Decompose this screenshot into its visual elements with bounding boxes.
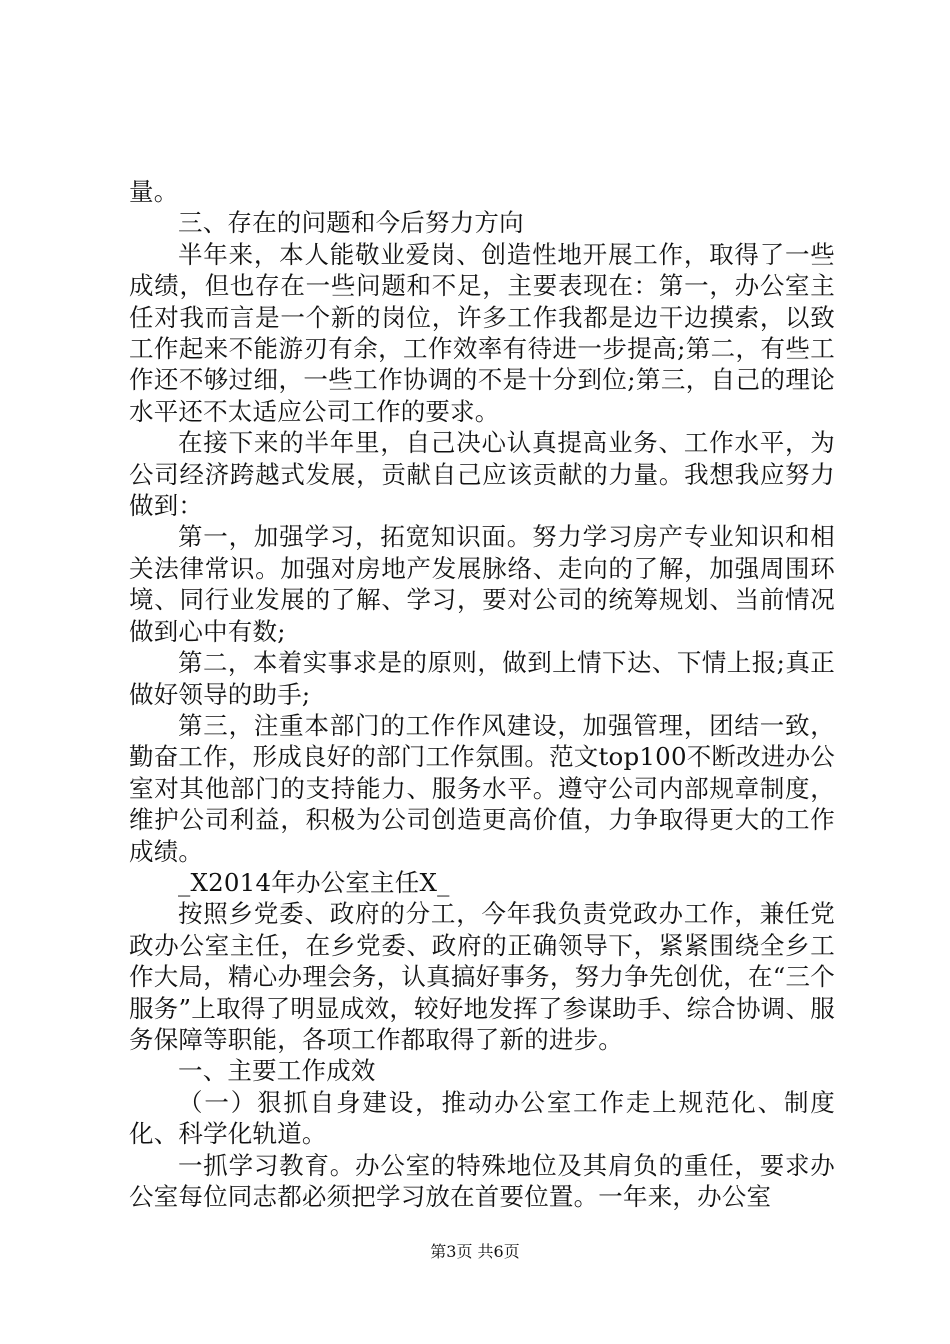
paragraph-7: 第三，注重本部门的工作作风建设，加强管理，团结一致，勤奋工作，形成良好的部门工作氛围。范文top100不断改进办公室对其他部门的支持能力、服务水平。遵守公司内部规章制度，维护公司利益，积极为公司创造更高价值，力争取得更大的工作成绩。 bbox=[129, 710, 835, 866]
paragraph-11: （一）狠抓自身建设，推动办公室工作走上规范化、制度化、科学化轨道。 bbox=[129, 1087, 835, 1149]
paragraph-9: 按照乡党委、政府的分工，今年我负责党政办工作，兼任党政办公室主任，在乡党委、政府的正确领导下，紧紧围绕全乡工作大局，精心办理会务，认真搞好事务，努力争先创优，在“三个服务”上取得了明显成效，较好地发挥了参谋助手、综合协调、服务保障等职能，各项工作都取得了新的进步。 bbox=[129, 899, 835, 1054]
paragraph-1: 量。 bbox=[129, 177, 179, 206]
section-heading-problems: 三、存在的问题和今后努力方向 bbox=[178, 208, 524, 238]
paragraph-12: 一抓学习教育。办公室的特殊地位及其肩负的重任，要求办公室每位同志都必须把学习放在首要位置。一年来，办公室 bbox=[129, 1150, 835, 1211]
document-body bbox=[129, 176, 835, 1212]
paragraph-4: 在接下来的半年里，自己决心认真提高业务、工作水平，为公司经济跨越式发展，贡献自己应该贡献的力量。我想我应努力做到： bbox=[129, 428, 835, 521]
paragraph-3: 半年来，本人能敬业爱岗、创造性地开展工作，取得了一些成绩，但也存在一些问题和不足，主要表现在：第一，办公室主任对我而言是一个新的岗位，许多工作我都是边干边摸索，以致工作起来不能游刃有余，工作效率有待进一步提高;第二，有些工作还不够过细，一些工作协调的不是十分到位;第三，自己的理论水平还不太适应公司工作的要求。 bbox=[129, 239, 835, 426]
document-subtitle: _X2014年办公室主任X_ bbox=[178, 867, 450, 897]
section-heading-results: 一、主要工作成效 bbox=[178, 1056, 376, 1086]
paragraph-6: 第二，本着实事求是的原则，做到上情下达、下情上报;真正做好领导的助手; bbox=[129, 648, 835, 709]
page-number-footer: 第3页 共6页 bbox=[430, 1242, 520, 1261]
paragraph-5: 第一，加强学习，拓宽知识面。努力学习房产专业知识和相关法律常识。加强对房地产发展脉络、走向的了解，加强周围环境、同行业发展的了解、学习，要对公司的统筹规划、当前情况做到心中有数; bbox=[129, 522, 835, 646]
